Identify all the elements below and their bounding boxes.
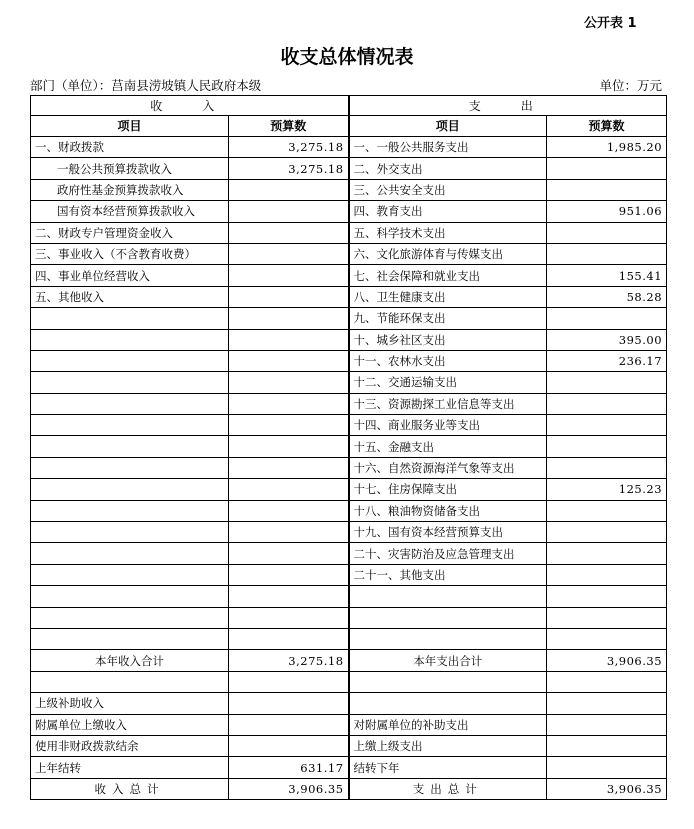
table-row <box>31 564 667 585</box>
income-item-cell: 收入总计 <box>31 778 229 799</box>
income-budget-cell <box>229 179 349 200</box>
income-item-cell: 一、财政拨款 <box>31 137 229 158</box>
expense-budget-cell <box>547 243 667 264</box>
income-budget-cell <box>229 457 349 478</box>
expense-item-header: 项目 <box>349 116 547 137</box>
income-budget-cell <box>229 265 349 286</box>
table-row <box>31 308 667 329</box>
table-row <box>31 286 667 307</box>
income-item-cell <box>31 372 229 393</box>
table-row <box>31 778 667 799</box>
table-row <box>31 179 667 200</box>
income-budget-cell <box>229 201 349 222</box>
expense-item-cell: 四、教育支出 <box>349 201 547 222</box>
income-budget-cell <box>229 329 349 350</box>
table-row <box>31 500 667 521</box>
expense-item-cell: 二十、灾害防治及应急管理支出 <box>349 543 547 564</box>
expense-item-cell: 结转下年 <box>349 757 547 778</box>
income-budget-cell <box>229 308 349 329</box>
expense-budget-cell <box>547 564 667 585</box>
expense-budget-cell <box>547 179 667 200</box>
expense-budget-cell <box>547 436 667 457</box>
income-item-cell: 五、其他收入 <box>31 286 229 307</box>
income-budget-cell <box>229 714 349 735</box>
table-row <box>31 243 667 264</box>
income-item-cell: 三、事业收入（不含教育收费） <box>31 243 229 264</box>
expense-item-cell: 六、文化旅游体育与传媒支出 <box>349 243 547 264</box>
table-row <box>31 436 667 457</box>
income-budget-cell <box>229 671 349 692</box>
expense-item-cell <box>349 671 547 692</box>
table-row <box>31 586 667 607</box>
income-item-cell <box>31 522 229 543</box>
column-header-row <box>31 116 667 137</box>
income-budget-cell <box>229 522 349 543</box>
table-row <box>31 393 667 414</box>
expense-item-cell: 十八、粮油物资储备支出 <box>349 500 547 521</box>
income-budget-cell <box>229 372 349 393</box>
table-row <box>31 628 667 649</box>
income-budget-cell <box>229 564 349 585</box>
page-title: 收支总体情况表 <box>280 46 414 68</box>
income-item-header: 项目 <box>31 116 229 137</box>
expense-budget-cell <box>547 393 667 414</box>
income-budget-cell: 631.17 <box>229 757 349 778</box>
department-label: 部门（单位）：莒南县涝坡镇人民政府本级 <box>30 78 262 93</box>
income-budget-cell <box>229 693 349 714</box>
income-budget-cell <box>229 735 349 756</box>
income-item-cell: 政府性基金预算拨款收入 <box>31 179 229 200</box>
income-item-cell: 一般公共预算拨款收入 <box>31 158 229 179</box>
income-budget-cell <box>229 436 349 457</box>
expense-item-cell <box>349 693 547 714</box>
table-row <box>31 222 667 243</box>
table-row <box>31 158 667 179</box>
income-item-cell <box>31 415 229 436</box>
expense-budget-cell: 236.17 <box>547 350 667 371</box>
expense-budget-cell <box>547 586 667 607</box>
income-budget-cell <box>229 479 349 500</box>
table-row <box>31 372 667 393</box>
expense-item-cell: 对附属单位的补助支出 <box>349 714 547 735</box>
expense-budget-cell: 951.06 <box>547 201 667 222</box>
expense-item-cell: 五、科学技术支出 <box>349 222 547 243</box>
income-item-cell: 国有资本经营预算拨款收入 <box>31 201 229 222</box>
expense-budget-cell: 3,906.35 <box>547 650 667 671</box>
income-budget-cell <box>229 586 349 607</box>
expense-item-cell: 十二、交通运输支出 <box>349 372 547 393</box>
income-item-cell: 上年结转 <box>31 757 229 778</box>
income-budget-cell <box>229 415 349 436</box>
income-budget-cell <box>229 607 349 628</box>
expense-item-cell: 二十一、其他支出 <box>349 564 547 585</box>
income-budget-cell <box>229 628 349 649</box>
expense-budget-cell <box>547 714 667 735</box>
income-item-cell: 四、事业单位经营收入 <box>31 265 229 286</box>
expense-item-cell: 十五、金融支出 <box>349 436 547 457</box>
expense-budget-cell <box>547 372 667 393</box>
table-row <box>31 522 667 543</box>
expense-item-cell: 三、公共安全支出 <box>349 179 547 200</box>
expense-item-cell: 十六、自然资源海洋气象等支出 <box>349 457 547 478</box>
income-item-cell: 使用非财政拨款结余 <box>31 735 229 756</box>
expense-budget-cell <box>547 415 667 436</box>
expense-budget-cell <box>547 628 667 649</box>
table-row <box>31 757 667 778</box>
income-item-cell <box>31 436 229 457</box>
expense-budget-cell: 155.41 <box>547 265 667 286</box>
expense-budget-cell <box>547 457 667 478</box>
income-budget-cell <box>229 222 349 243</box>
expense-item-cell <box>349 607 547 628</box>
budget-summary-table <box>30 95 667 800</box>
table-number-label: 公开表 1 <box>584 16 637 31</box>
table-row <box>31 607 667 628</box>
expense-budget-cell <box>547 522 667 543</box>
expense-budget-cell: 125.23 <box>547 479 667 500</box>
expense-item-cell: 九、节能环保支出 <box>349 308 547 329</box>
expense-budget-cell: 58.28 <box>547 286 667 307</box>
income-item-cell <box>31 500 229 521</box>
table-row <box>31 693 667 714</box>
income-item-cell <box>31 479 229 500</box>
expense-item-cell: 十七、住房保障支出 <box>349 479 547 500</box>
expense-item-cell: 十、城乡社区支出 <box>349 329 547 350</box>
expense-budget-cell <box>547 543 667 564</box>
income-budget-cell <box>229 393 349 414</box>
expense-item-cell: 十九、国有资本经营预算支出 <box>349 522 547 543</box>
income-item-cell: 本年收入合计 <box>31 650 229 671</box>
table-row <box>31 714 667 735</box>
income-item-cell: 二、财政专户管理资金收入 <box>31 222 229 243</box>
expense-item-cell: 八、卫生健康支出 <box>349 286 547 307</box>
expense-budget-cell <box>547 222 667 243</box>
expense-budget-header: 预算数 <box>547 116 667 137</box>
expense-budget-cell <box>547 671 667 692</box>
expense-item-cell: 二、外交支出 <box>349 158 547 179</box>
table-row <box>31 543 667 564</box>
income-item-cell <box>31 457 229 478</box>
table-row <box>31 735 667 756</box>
income-budget-cell <box>229 243 349 264</box>
expense-budget-cell <box>547 308 667 329</box>
section-header-row <box>31 96 667 116</box>
income-budget-cell <box>229 350 349 371</box>
expense-item-cell <box>349 586 547 607</box>
expense-item-cell: 十三、资源勘探工业信息等支出 <box>349 393 547 414</box>
expense-budget-cell <box>547 158 667 179</box>
table-row <box>31 329 667 350</box>
table-row <box>31 415 667 436</box>
table-row <box>31 201 667 222</box>
income-budget-cell <box>229 500 349 521</box>
income-item-cell <box>31 308 229 329</box>
expense-budget-cell: 1,985.20 <box>547 137 667 158</box>
income-item-cell <box>31 329 229 350</box>
table-row <box>31 671 667 692</box>
table-row <box>31 457 667 478</box>
expense-budget-cell <box>547 500 667 521</box>
income-budget-cell: 3,275.18 <box>229 158 349 179</box>
expense-budget-cell <box>547 693 667 714</box>
expense-item-cell <box>349 628 547 649</box>
income-item-cell <box>31 393 229 414</box>
table-row <box>31 650 667 671</box>
income-item-cell <box>31 564 229 585</box>
income-budget-cell <box>229 286 349 307</box>
expense-item-cell: 上缴上级支出 <box>349 735 547 756</box>
expense-budget-cell <box>547 757 667 778</box>
expense-budget-cell <box>547 607 667 628</box>
table-row <box>31 137 667 158</box>
unit-label: 单位：万元 <box>599 78 662 93</box>
expense-budget-cell: 395.00 <box>547 329 667 350</box>
income-item-cell <box>31 543 229 564</box>
table-row <box>31 265 667 286</box>
income-budget-cell: 3,275.18 <box>229 650 349 671</box>
income-budget-cell: 3,275.18 <box>229 137 349 158</box>
income-item-cell: 上级补助收入 <box>31 693 229 714</box>
income-item-cell <box>31 671 229 692</box>
income-budget-cell: 3,906.35 <box>229 778 349 799</box>
expense-budget-cell: 3,906.35 <box>547 778 667 799</box>
expense-section-header: 支 出 <box>349 96 667 116</box>
expense-budget-cell <box>547 735 667 756</box>
expense-item-cell: 本年支出合计 <box>349 650 547 671</box>
expense-item-cell: 十一、农林水支出 <box>349 350 547 371</box>
expense-item-cell: 一、一般公共服务支出 <box>349 137 547 158</box>
income-budget-cell <box>229 543 349 564</box>
income-item-cell: 附属单位上缴收入 <box>31 714 229 735</box>
expense-item-cell: 支出总计 <box>349 778 547 799</box>
expense-item-cell: 七、社会保障和就业支出 <box>349 265 547 286</box>
income-item-cell <box>31 628 229 649</box>
income-section-header: 收 入 <box>31 96 349 116</box>
table-row <box>31 350 667 371</box>
income-item-cell <box>31 607 229 628</box>
expense-item-cell: 十四、商业服务业等支出 <box>349 415 547 436</box>
income-item-cell <box>31 350 229 371</box>
income-item-cell <box>31 586 229 607</box>
table-row <box>31 479 667 500</box>
income-budget-header: 预算数 <box>229 116 349 137</box>
